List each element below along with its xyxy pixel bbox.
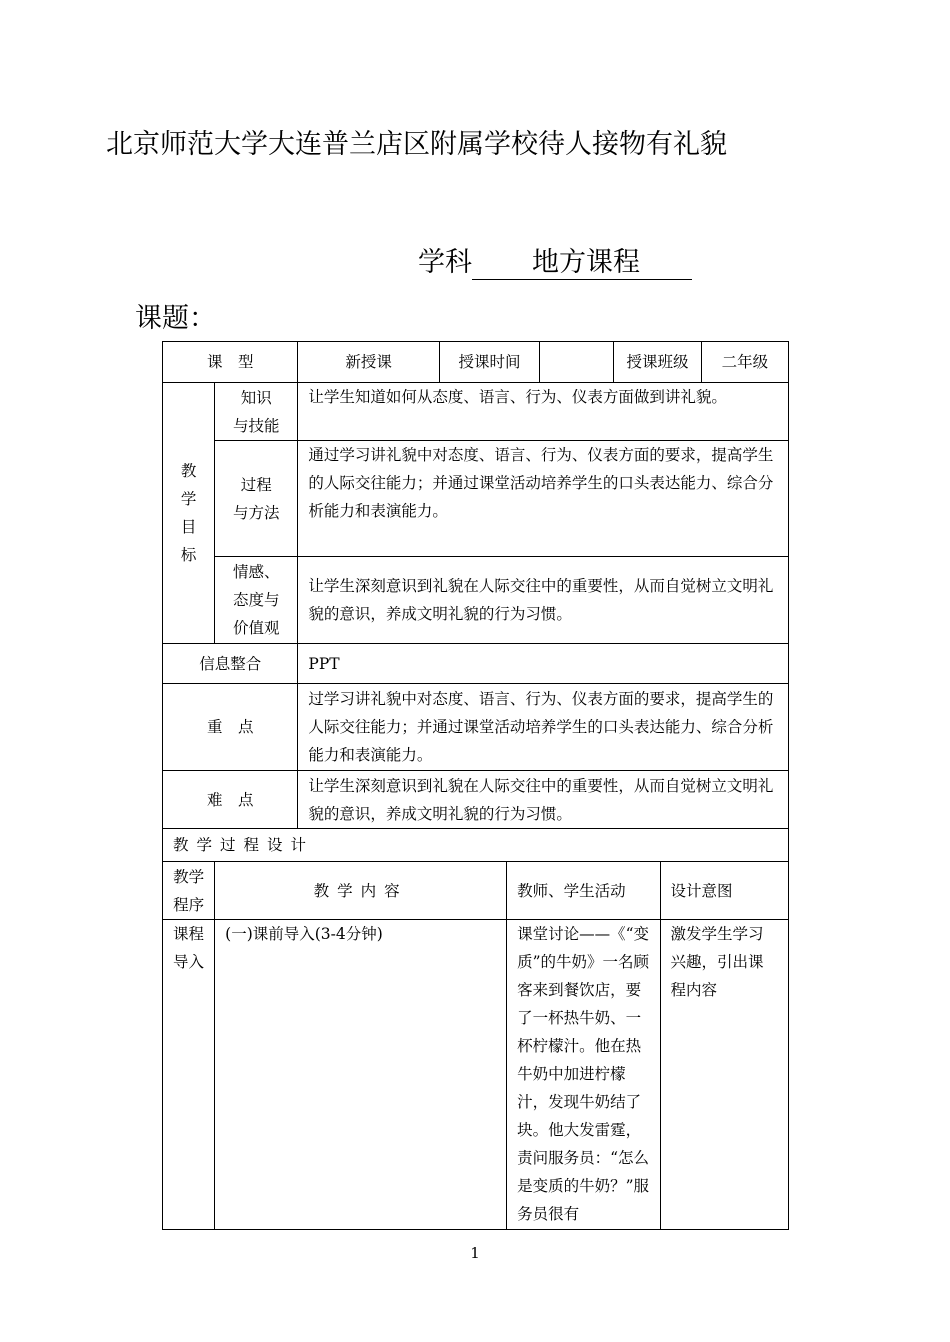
document-title: 北京师范大学大连普兰店区附属学校待人接物有礼貌 (106, 129, 727, 160)
process-activity: 课堂讨论——《“变质”的牛奶》一名顾客来到餐饮店，要了一杯热牛奶、一杯柠檬汁。他在热牛奶中加进柠檬汁，发现牛奶结了块。他大发雷霆，责问服务员：“怎么是变质的牛奶？”服务员很有 (507, 920, 660, 1230)
page-number: 1 (470, 1244, 480, 1262)
process-content: (一)课前导入(3-4分钟) (215, 920, 507, 1230)
process-heading-row (163, 829, 789, 862)
topic-label: 课题： (135, 303, 216, 334)
objective-name: 情感、 态度与 价值观 (215, 557, 298, 644)
process-row (163, 920, 789, 1230)
objective-text: 通过学习讲礼貌中对态度、语言、行为、仪表方面的要求，提高学生的人际交往能力；并通过课堂活动培养学生的口头表达能力、综合分析能力和表演能力。 (298, 441, 789, 557)
objective-row (163, 441, 789, 557)
process-stage: 课程导入 (163, 920, 215, 1230)
info-row (163, 644, 789, 684)
process-intent: 激发学生学习兴趣，引出课程内容 (660, 920, 788, 1230)
key-points-text: 过学习讲礼貌中对态度、语言、行为、仪表方面的要求，提高学生的人际交往能力；并通过课堂活动培养学生的口头表达能力、综合分析能力和表演能力。 (298, 684, 789, 771)
objective-text: 让学生深刻意识到礼貌在人际交往中的重要性，从而自觉树立文明礼貌的意识，养成文明礼貌的行为习惯。 (298, 557, 789, 644)
objective-text: 让学生知道如何从态度、语言、行为、仪表方面做到讲礼貌。 (298, 383, 789, 441)
column-header-stage: 教学程序 (163, 862, 215, 920)
difficulties-label: 难 点 (163, 771, 298, 829)
header-row (163, 342, 789, 383)
objective-row (163, 383, 789, 441)
info-value: PPT (298, 644, 789, 684)
objective-row (163, 557, 789, 644)
column-header-content: 教学内容 (215, 862, 507, 920)
subject-value: 地方课程 (472, 247, 692, 280)
column-header-activity: 教师、学生活动 (507, 862, 660, 920)
subject-label: 学科 (418, 247, 472, 278)
process-heading: 教学过程设计 (163, 829, 789, 862)
type-value: 新授课 (298, 342, 439, 383)
process-columns-row (163, 862, 789, 920)
lesson-plan-table (162, 341, 789, 1230)
objective-name: 过程 与方法 (215, 441, 298, 557)
key-points-row (163, 684, 789, 771)
objectives-label: 教 学 目 标 (163, 383, 215, 644)
info-label: 信息整合 (163, 644, 298, 684)
type-label: 课 型 (163, 342, 298, 383)
subject-line (418, 240, 692, 280)
difficulties-row (163, 771, 789, 829)
difficulties-text: 让学生深刻意识到礼貌在人际交往中的重要性，从而自觉树立文明礼貌的意识，养成文明礼貌的行为习惯。 (298, 771, 789, 829)
objective-name: 知识 与技能 (215, 383, 298, 441)
time-label: 授课时间 (439, 342, 539, 383)
column-header-intent: 设计意图 (660, 862, 788, 920)
key-points-label: 重 点 (163, 684, 298, 771)
class-value: 二年级 (701, 342, 788, 383)
time-value (540, 342, 614, 383)
class-label: 授课班级 (614, 342, 701, 383)
